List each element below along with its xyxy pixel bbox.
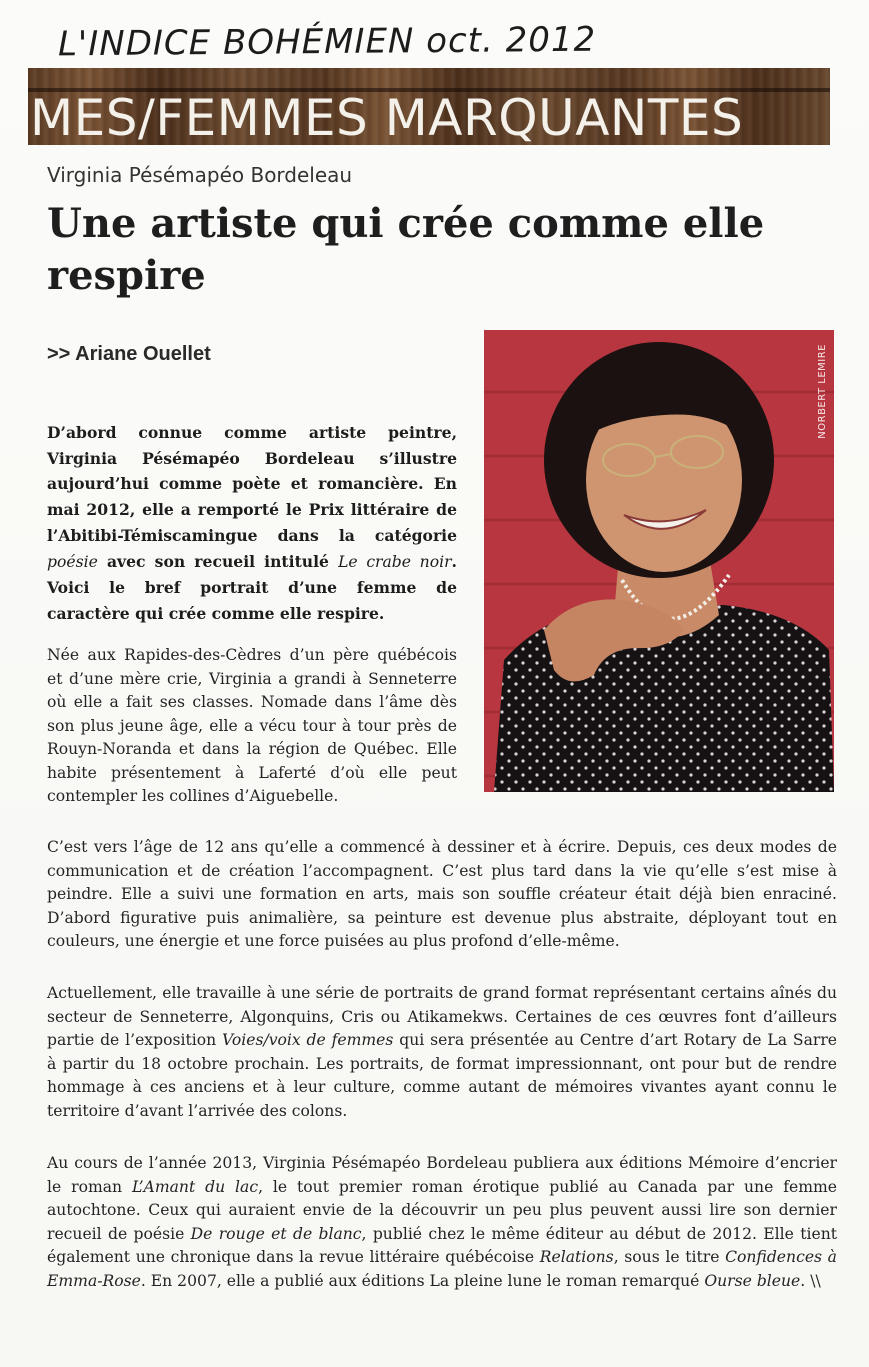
article-headline: Une artiste qui crée comme elle respire: [47, 200, 765, 299]
p4-emphasis-a: L’Amant du lac: [131, 1177, 259, 1196]
p4-emphasis-e: Ourse bleue: [704, 1271, 801, 1290]
lead-text-3: . Voici le bref portrait d’une femme de caractère qui crée comme elle respire.: [47, 551, 457, 623]
paragraph-4: [47, 1152, 837, 1293]
p4-emphasis-c: Relations: [539, 1248, 614, 1266]
paragraph-1: Née aux Rapides-des-Cèdres d’un père québécois et d’une mère crie, Virginia a grandi à Senneterre où elle a fait ses classes. Nomade dans l’âme dès son plus jeune âge, elle a vécu tour à tour près de Rouyn-Noranda et dans la région de Québec. Elle habite présentement à Laferté d’où elle peut contempler les collines d’Aiguebelle.: [47, 646, 457, 805]
p4-emphasis-b: De rouge et de blanc: [190, 1224, 362, 1243]
p4-text-b: , le tout premier roman érotique publié au Canada par une femme autochtone. Ceux qui auraient envie de la découvrir un peu plus peuvent aussi lire son dernier recueil de poésie: [47, 1177, 837, 1243]
article-subject: Virginia Pésémapéo Bordeleau: [47, 163, 353, 187]
p4-emphasis-d: Confidences à Emma-Rose: [47, 1248, 837, 1290]
article-byline: >> Ariane Ouellet: [47, 343, 211, 365]
paragraph-3: [47, 982, 837, 1123]
p4-text-f: . \\: [800, 1271, 821, 1290]
portrait-illustration: [484, 330, 834, 792]
p4-text-c: , publié chez le même éditeur au début de 2012. Elle tient également une chronique dans la revue littéraire québécoise: [47, 1224, 838, 1266]
article-lead: [47, 420, 457, 627]
p3-emphasis-a: Voies/voix de femmes: [222, 1031, 394, 1049]
lead-text-1: D’abord connue comme artiste peintre, Virginia Pésémapéo Bordeleau s’illustre aujourd’hui comme poète et romancière. En mai 2012, elle a remporté le Prix littéraire de l’Abitibi-Témiscamingue dans la catégorie: [47, 423, 457, 545]
paragraph-2: C’est vers l’âge de 12 ans qu’elle a commencé à dessiner et à écrire. Depuis, ces deux modes de communication et de création l’accompagnent. C’est plus tard dans la vie qu’elle s’est mise à peindre. Elle a suivi une formation en arts, mais son souffle créateur était déjà bien enraciné. D’abord figurative puis animalière, sa peinture est devenue plus abstraite, déployant tout en couleurs, une énergie et une force puisées au plus profond d’elle-même.: [47, 838, 837, 950]
p4-text-a: Au cours de l’année 2013, Virginia Pésémapéo Bordeleau publiera aux éditions Mémoire d’encrier le roman: [47, 1154, 837, 1196]
p4-text-e: . En 2007, elle a publié aux éditions La pleine lune le roman remarqué: [140, 1271, 705, 1290]
section-banner: [28, 68, 830, 145]
lead-text-2: avec son recueil intitulé: [97, 551, 339, 571]
lead-emphasis-1: poésie: [47, 552, 98, 571]
portrait-photo: [484, 330, 834, 792]
handwritten-note: L'INDICE BOHÉMIEN oct. 2012: [57, 19, 597, 65]
lead-emphasis-2: Le crabe noir: [338, 552, 452, 571]
p4-text-d: , sous le titre: [613, 1248, 726, 1266]
p3-text-b: qui sera présentée au Centre d’art Rotary de La Sarre à partir du 18 octobre prochain. Les portraits, de format impressionnant, ont pour but de rendre hommage à ces anciens et à leur culture, comme autant de mémoires vivantes ayant connu le territoire d’avant l’arrivée des colons.: [47, 1031, 838, 1120]
photo-credit: NORBERT LEMIRE: [817, 344, 828, 439]
p3-text-a: Actuellement, elle travaille à une série de portraits de grand format représentant certains aînés du secteur de Senneterre, Algonquins, Cris ou Atikamekws. Certaines de ces œuvres font d’ailleurs partie de l’exposition: [47, 984, 837, 1049]
banner-title: MES/FEMMES MARQUANTES: [30, 89, 744, 145]
